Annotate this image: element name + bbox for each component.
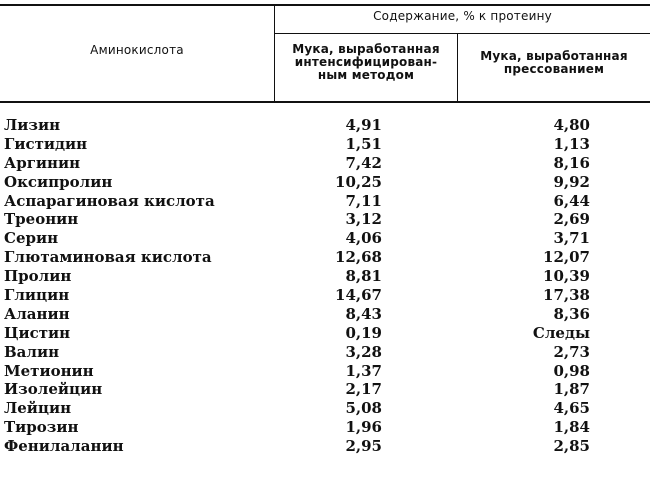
amino-acid-name: Валин — [4, 342, 60, 361]
amino-acid-name: Лизин — [4, 116, 61, 134]
table-row — [0, 192, 650, 211]
table-row — [0, 173, 650, 192]
amino-acid-name: Лейцин — [4, 399, 72, 418]
table-row — [0, 116, 650, 135]
table-row — [0, 362, 650, 381]
table-row — [0, 229, 650, 248]
value-pressing: 8,36 — [553, 304, 590, 323]
column-header-pressing: Мука, выработанная прессованием — [480, 49, 628, 76]
header-sub-rule — [274, 33, 650, 34]
amino-acid-name: Цистин — [4, 323, 71, 342]
value-intensive: 4,06 — [345, 229, 382, 248]
value-intensive: 1,37 — [345, 361, 382, 380]
value-pressing: 1,87 — [553, 380, 590, 399]
value-intensive: 1,96 — [345, 418, 382, 437]
amino-acid-name: Аспарагиновая кислота — [4, 191, 215, 210]
table-row — [0, 418, 650, 437]
value-intensive: 8,81 — [345, 267, 382, 286]
table-row — [0, 399, 650, 418]
table-row — [0, 248, 650, 267]
value-intensive: 7,11 — [345, 191, 382, 210]
amino-acid-name: Пролин — [4, 267, 72, 286]
amino-acid-name: Тирозин — [4, 418, 79, 437]
value-pressing: 8,16 — [553, 153, 590, 172]
value-intensive: 10,25 — [335, 172, 382, 191]
table-row — [0, 343, 650, 362]
value-pressing: 10,39 — [543, 267, 590, 286]
column-header-content: Содержание, % к протеину — [373, 9, 552, 23]
amino-acid-name: Фенилаланин — [4, 437, 124, 456]
value-pressing: 1,84 — [553, 418, 590, 437]
table-row — [0, 305, 650, 324]
value-pressing: 3,71 — [553, 229, 590, 248]
value-intensive: 3,12 — [345, 210, 382, 229]
amino-acid-name: Глютаминовая кислота — [4, 248, 212, 267]
table-row — [0, 210, 650, 229]
value-pressing: 2,69 — [553, 210, 590, 229]
column-header-intensive-method: Мука, выработанная интенсифицирован- ным методом — [292, 42, 440, 82]
amino-acid-name: Треонин — [4, 210, 79, 229]
value-intensive: 2,17 — [345, 380, 382, 399]
value-pressing: 2,85 — [553, 437, 590, 456]
table-row — [0, 135, 650, 154]
amino-acid-name: Глицин — [4, 286, 70, 305]
value-intensive: 8,43 — [345, 304, 382, 323]
table-row — [0, 324, 650, 343]
value-intensive: 2,95 — [345, 437, 382, 456]
table-row — [0, 437, 650, 456]
value-pressing: 2,73 — [553, 342, 590, 361]
value-pressing: 6,44 — [553, 191, 590, 210]
table-row — [0, 380, 650, 399]
top-rule — [0, 4, 650, 6]
value-pressing: 9,92 — [553, 172, 590, 191]
value-pressing: 4,80 — [553, 116, 590, 134]
value-pressing: Следы — [532, 323, 590, 342]
value-pressing: 1,13 — [553, 134, 590, 153]
value-intensive: 14,67 — [335, 286, 382, 305]
amino-acid-name: Аланин — [4, 304, 70, 323]
value-pressing: 12,07 — [543, 248, 590, 267]
amino-acid-name: Серин — [4, 229, 59, 248]
table-row — [0, 267, 650, 286]
value-intensive: 5,08 — [345, 399, 382, 418]
value-intensive: 12,68 — [335, 248, 382, 267]
amino-acid-name: Оксипролин — [4, 172, 113, 191]
amino-acid-name: Изолейцин — [4, 380, 103, 399]
value-intensive: 0,19 — [345, 323, 382, 342]
header-bottom-rule — [0, 101, 650, 103]
amino-acid-name: Гистидин — [4, 134, 88, 153]
amino-acid-name: Аргинин — [4, 153, 81, 172]
value-intensive: 7,42 — [345, 153, 382, 172]
value-intensive: 1,51 — [345, 134, 382, 153]
table-body — [0, 116, 650, 456]
value-pressing: 17,38 — [543, 286, 590, 305]
value-intensive: 3,28 — [345, 342, 382, 361]
value-pressing: 4,65 — [553, 399, 590, 418]
table-row — [0, 154, 650, 173]
table-row — [0, 286, 650, 305]
column-header-amino-acid: Аминокислота — [90, 43, 184, 57]
value-intensive: 4,91 — [345, 116, 382, 134]
value-pressing: 0,98 — [553, 361, 590, 380]
amino-acid-name: Метионин — [4, 361, 94, 380]
